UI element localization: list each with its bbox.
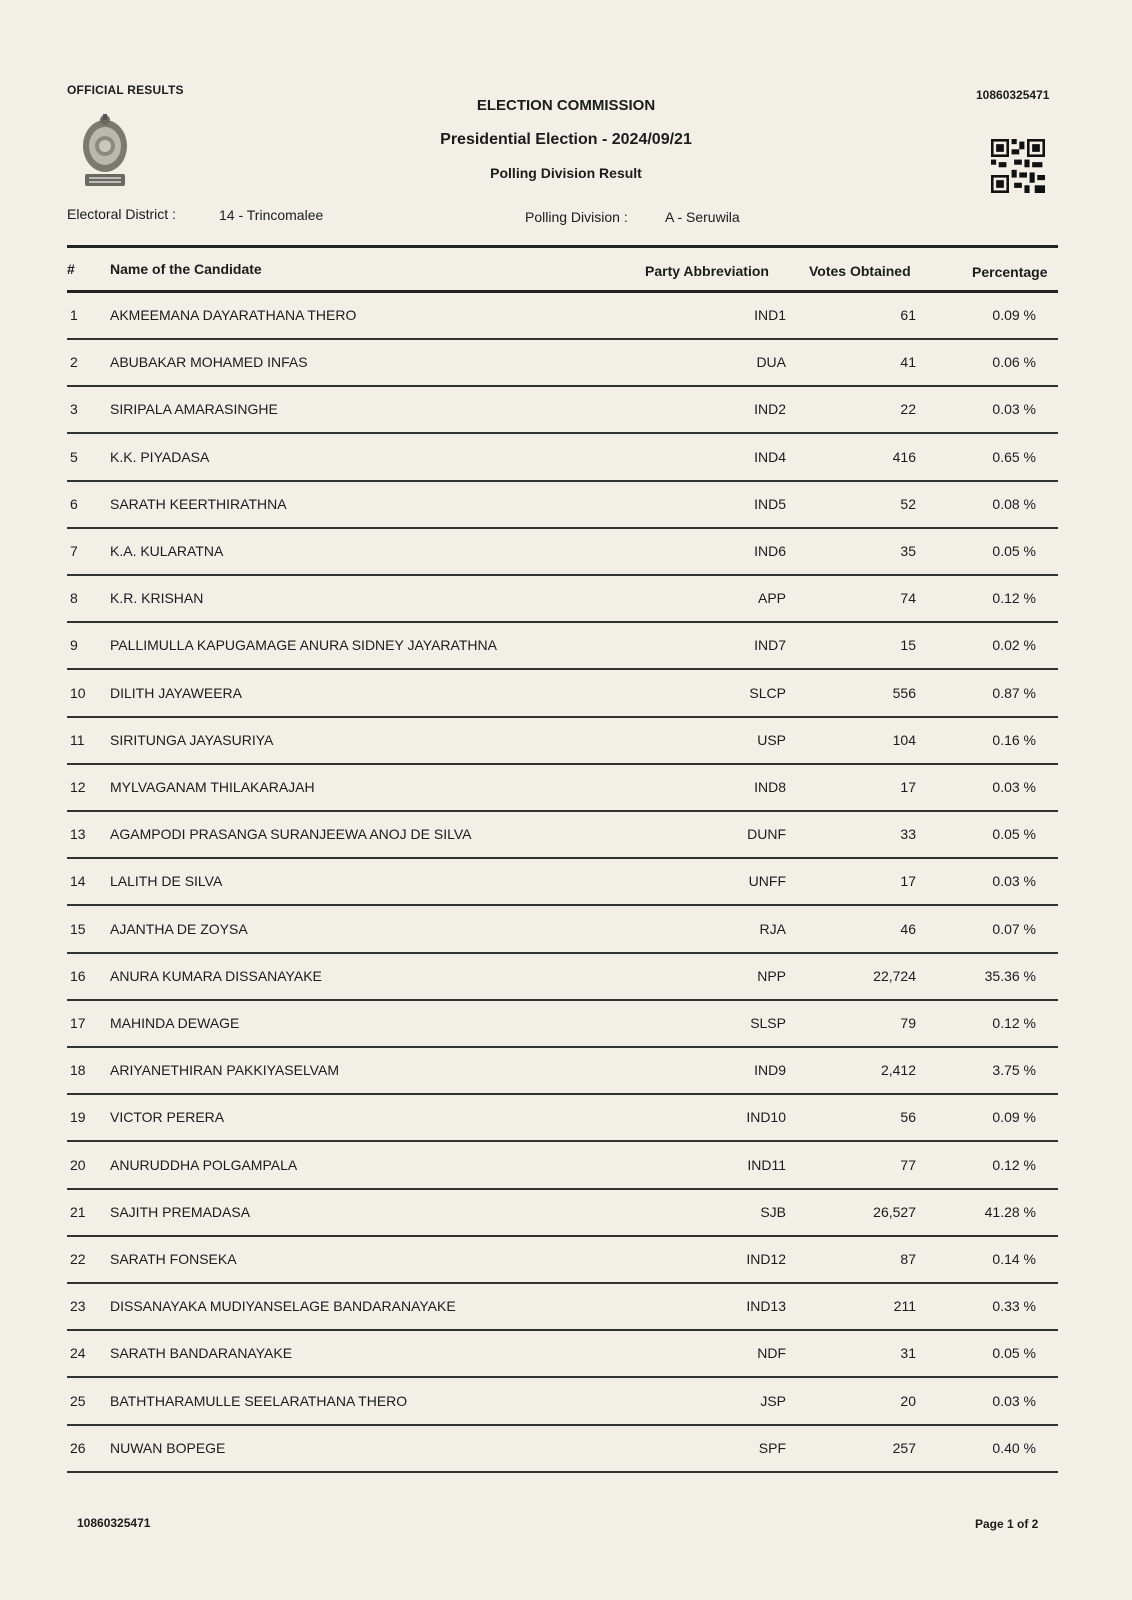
row-number: 3: [70, 401, 78, 417]
row-divider: [67, 1424, 1058, 1426]
candidate-name: K.A. KULARATNA: [110, 543, 224, 559]
party-abbreviation: IND1: [754, 307, 786, 323]
vote-percentage: 41.28 %: [984, 1204, 1036, 1220]
party-abbreviation: IND13: [746, 1298, 786, 1314]
candidate-name: ARIYANETHIRAN PAKKIYASELVAM: [110, 1062, 339, 1078]
table-row: [0, 484, 1132, 530]
party-abbreviation: USP: [757, 732, 786, 748]
party-abbreviation: APP: [757, 590, 786, 606]
row-number: 22: [70, 1251, 86, 1267]
vote-percentage: 35.36 %: [984, 968, 1036, 984]
party-abbreviation: NPP: [757, 968, 786, 984]
row-divider: [67, 621, 1058, 623]
votes-obtained: 77: [900, 1157, 916, 1173]
votes-obtained: 61: [900, 307, 916, 323]
vote-percentage: 0.08 %: [992, 496, 1036, 512]
table-row: [0, 295, 1132, 341]
header-party: Party Abbreviation: [645, 263, 769, 279]
vote-percentage: 0.06 %: [992, 354, 1036, 370]
party-abbreviation: NDF: [757, 1345, 786, 1361]
party-abbreviation: IND7: [754, 637, 786, 653]
vote-percentage: 0.33 %: [992, 1298, 1036, 1314]
votes-obtained: 41: [900, 354, 916, 370]
party-abbreviation: IND5: [754, 496, 786, 512]
table-row: [0, 861, 1132, 907]
row-divider: [67, 668, 1058, 670]
candidate-name: DISSANAYAKA MUDIYANSELAGE BANDARANAYAKE: [110, 1298, 456, 1314]
header-number: #: [67, 261, 75, 277]
vote-percentage: 0.05 %: [992, 1345, 1036, 1361]
row-number: 26: [70, 1440, 86, 1456]
row-divider: [67, 1046, 1058, 1048]
electoral-district-value: 14 - Trincomalee: [219, 207, 324, 223]
table-row: [0, 1381, 1132, 1427]
official-results-label: OFFICIAL RESULTS: [67, 83, 184, 97]
row-number: 10: [70, 685, 86, 701]
row-divider: [67, 1235, 1058, 1237]
candidate-name: MYLVAGANAM THILAKARAJAH: [110, 779, 315, 795]
header-votes: Votes Obtained: [809, 263, 911, 279]
candidate-name: SAJITH PREMADASA: [110, 1204, 251, 1220]
candidate-name: ANURUDDHA POLGAMPALA: [110, 1157, 298, 1173]
row-number: 20: [70, 1157, 86, 1173]
party-abbreviation: DUA: [756, 354, 786, 370]
vote-percentage: 0.87 %: [992, 685, 1036, 701]
party-abbreviation: IND4: [754, 449, 786, 465]
row-number: 21: [70, 1204, 86, 1220]
votes-obtained: 79: [900, 1015, 916, 1031]
row-divider: [67, 527, 1058, 529]
row-number: 5: [70, 449, 78, 465]
candidate-name: DILITH JAYAWEERA: [110, 685, 242, 701]
party-abbreviation: RJA: [759, 921, 786, 937]
row-number: 9: [70, 637, 78, 653]
row-number: 6: [70, 496, 78, 512]
candidate-name: SARATH KEERTHIRATHNA: [110, 496, 287, 512]
table-row: [0, 1286, 1132, 1332]
commission-title: ELECTION COMMISSION: [476, 97, 656, 114]
row-number: 15: [70, 921, 86, 937]
vote-percentage: 0.03 %: [992, 401, 1036, 417]
candidate-name: BATHTHARAMULLE SEELARATHANA THERO: [110, 1393, 408, 1409]
vote-percentage: 0.07 %: [992, 921, 1036, 937]
party-abbreviation: DUNF: [747, 826, 786, 842]
row-divider: [67, 1188, 1058, 1190]
row-divider: [67, 338, 1058, 340]
row-number: 8: [70, 590, 78, 606]
vote-percentage: 0.12 %: [992, 1157, 1036, 1173]
document-id-top: 10860325471: [976, 88, 1050, 102]
candidate-name: SARATH BANDARANAYAKE: [110, 1345, 293, 1361]
row-number: 13: [70, 826, 86, 842]
table-row: [0, 1333, 1132, 1379]
votes-obtained: 17: [900, 779, 916, 795]
table-row: [0, 1192, 1132, 1238]
row-number: 14: [70, 873, 86, 889]
party-abbreviation: IND2: [754, 401, 786, 417]
votes-obtained: 52: [900, 496, 916, 512]
party-abbreviation: SLSP: [750, 1015, 786, 1031]
table-row: [0, 1428, 1132, 1474]
table-row: [0, 767, 1132, 813]
party-abbreviation: UNFF: [748, 873, 786, 889]
votes-obtained: 87: [900, 1251, 916, 1267]
document-id-bottom: 10860325471: [77, 1516, 151, 1530]
candidate-name: LALITH DE SILVA: [110, 873, 223, 889]
row-number: 16: [70, 968, 86, 984]
row-number: 1: [70, 307, 78, 323]
header-percentage: Percentage: [972, 264, 1048, 280]
votes-obtained: 17: [900, 873, 916, 889]
row-number: 11: [70, 732, 85, 748]
vote-percentage: 0.09 %: [992, 307, 1036, 323]
vote-percentage: 0.03 %: [992, 1393, 1036, 1409]
table-row: [0, 956, 1132, 1002]
result-subtitle: Polling Division Result: [490, 165, 642, 181]
row-divider: [67, 716, 1058, 718]
header-candidate-name: Name of the Candidate: [110, 261, 262, 277]
row-divider: [67, 1282, 1058, 1284]
votes-obtained: 26,527: [873, 1204, 916, 1220]
candidate-name: K.K. PIYADASA: [110, 449, 210, 465]
vote-percentage: 0.02 %: [992, 637, 1036, 653]
table-row: [0, 625, 1132, 671]
row-divider: [67, 385, 1058, 387]
row-divider: [67, 1093, 1058, 1095]
vote-percentage: 0.12 %: [992, 590, 1036, 606]
party-abbreviation: IND9: [754, 1062, 786, 1078]
row-number: 2: [70, 354, 78, 370]
row-number: 12: [70, 779, 86, 795]
votes-obtained: 35: [900, 543, 916, 559]
polling-division-label: Polling Division :: [525, 209, 628, 225]
table-row: [0, 437, 1132, 483]
row-divider: [67, 952, 1058, 954]
row-divider: [67, 857, 1058, 859]
row-divider: [67, 763, 1058, 765]
party-abbreviation: SLCP: [749, 685, 786, 701]
row-divider: [67, 1140, 1058, 1142]
votes-obtained: 257: [892, 1440, 916, 1456]
table-row: [0, 1097, 1132, 1143]
table-row: [0, 342, 1132, 388]
table-row: [0, 1050, 1132, 1096]
row-number: 7: [70, 543, 78, 559]
row-divider: [67, 904, 1058, 906]
candidate-name: AJANTHA DE ZOYSA: [110, 921, 248, 937]
row-divider: [67, 1329, 1058, 1331]
candidate-name: K.R. KRISHAN: [110, 590, 204, 606]
votes-obtained: 22: [900, 401, 916, 417]
table-row: [0, 909, 1132, 955]
votes-obtained: 46: [900, 921, 916, 937]
vote-percentage: 0.14 %: [992, 1251, 1036, 1267]
party-abbreviation: IND11: [747, 1157, 786, 1173]
qr-code-icon: [991, 139, 1045, 193]
table-row: [0, 673, 1132, 719]
row-divider: [67, 810, 1058, 812]
candidate-name: SIRITUNGA JAYASURIYA: [110, 732, 274, 748]
election-title: Presidential Election - 2024/09/21: [440, 131, 692, 148]
candidate-name: MAHINDA DEWAGE: [110, 1015, 240, 1031]
candidate-name: ABUBAKAR MOHAMED INFAS: [110, 354, 308, 370]
votes-obtained: 56: [900, 1109, 916, 1125]
table-row: [0, 578, 1132, 624]
vote-percentage: 0.09 %: [992, 1109, 1036, 1125]
row-number: 17: [70, 1015, 86, 1031]
votes-obtained: 20: [900, 1393, 916, 1409]
party-abbreviation: SJB: [760, 1204, 786, 1220]
sri-lanka-emblem-icon: [79, 114, 131, 190]
votes-obtained: 74: [900, 590, 916, 606]
party-abbreviation: IND12: [746, 1251, 786, 1267]
row-divider: [67, 574, 1058, 576]
party-abbreviation: IND8: [754, 779, 786, 795]
table-top-rule: [67, 245, 1058, 248]
table-row: [0, 531, 1132, 577]
votes-obtained: 31: [900, 1345, 916, 1361]
votes-obtained: 556: [892, 685, 916, 701]
party-abbreviation: JSP: [760, 1393, 786, 1409]
row-number: 23: [70, 1298, 86, 1314]
votes-obtained: 416: [892, 449, 916, 465]
polling-division-value: A - Seruwila: [665, 209, 740, 225]
table-row: [0, 389, 1132, 435]
vote-percentage: 0.40 %: [992, 1440, 1036, 1456]
table-row: [0, 1003, 1132, 1049]
row-divider: [67, 999, 1058, 1001]
vote-percentage: 0.03 %: [992, 779, 1036, 795]
candidate-name: NUWAN BOPEGE: [110, 1440, 226, 1456]
table-row: [0, 814, 1132, 860]
row-divider: [67, 480, 1058, 482]
row-number: 19: [70, 1109, 86, 1125]
page-number: Page 1 of 2: [975, 1517, 1039, 1531]
header-bottom-rule: [67, 290, 1058, 293]
row-divider: [67, 432, 1058, 434]
candidate-name: SIRIPALA AMARASINGHE: [110, 401, 278, 417]
candidate-name: ANURA KUMARA DISSANAYAKE: [110, 968, 322, 984]
party-abbreviation: IND6: [754, 543, 786, 559]
votes-obtained: 2,412: [880, 1062, 916, 1078]
row-number: 18: [70, 1062, 86, 1078]
votes-obtained: 15: [900, 637, 916, 653]
candidate-name: PALLIMULLA KAPUGAMAGE ANURA SIDNEY JAYARATHNA: [110, 637, 497, 653]
row-divider: [67, 1471, 1058, 1473]
vote-percentage: 0.16 %: [992, 732, 1036, 748]
row-number: 24: [70, 1345, 86, 1361]
vote-percentage: 3.75 %: [992, 1062, 1036, 1078]
row-number: 25: [70, 1393, 86, 1409]
row-divider: [67, 1376, 1058, 1378]
vote-percentage: 0.03 %: [992, 873, 1036, 889]
candidate-name: SARATH FONSEKA: [110, 1251, 237, 1267]
table-row: [0, 1145, 1132, 1191]
candidate-name: AGAMPODI PRASANGA SURANJEEWA ANOJ DE SILVA: [110, 826, 472, 842]
party-abbreviation: IND10: [746, 1109, 786, 1125]
vote-percentage: 0.05 %: [992, 543, 1036, 559]
votes-obtained: 211: [893, 1298, 916, 1314]
table-row: [0, 720, 1132, 766]
votes-obtained: 22,724: [873, 968, 916, 984]
party-abbreviation: SPF: [758, 1440, 786, 1456]
vote-percentage: 0.12 %: [992, 1015, 1036, 1031]
votes-obtained: 33: [900, 826, 916, 842]
vote-percentage: 0.05 %: [992, 826, 1036, 842]
candidate-name: VICTOR PERERA: [110, 1109, 225, 1125]
electoral-district-label: Electoral District :: [67, 206, 176, 222]
votes-obtained: 104: [892, 732, 916, 748]
table-row: [0, 1239, 1132, 1285]
vote-percentage: 0.65 %: [992, 449, 1036, 465]
candidate-name: AKMEEMANA DAYARATHANA THERO: [110, 307, 357, 323]
